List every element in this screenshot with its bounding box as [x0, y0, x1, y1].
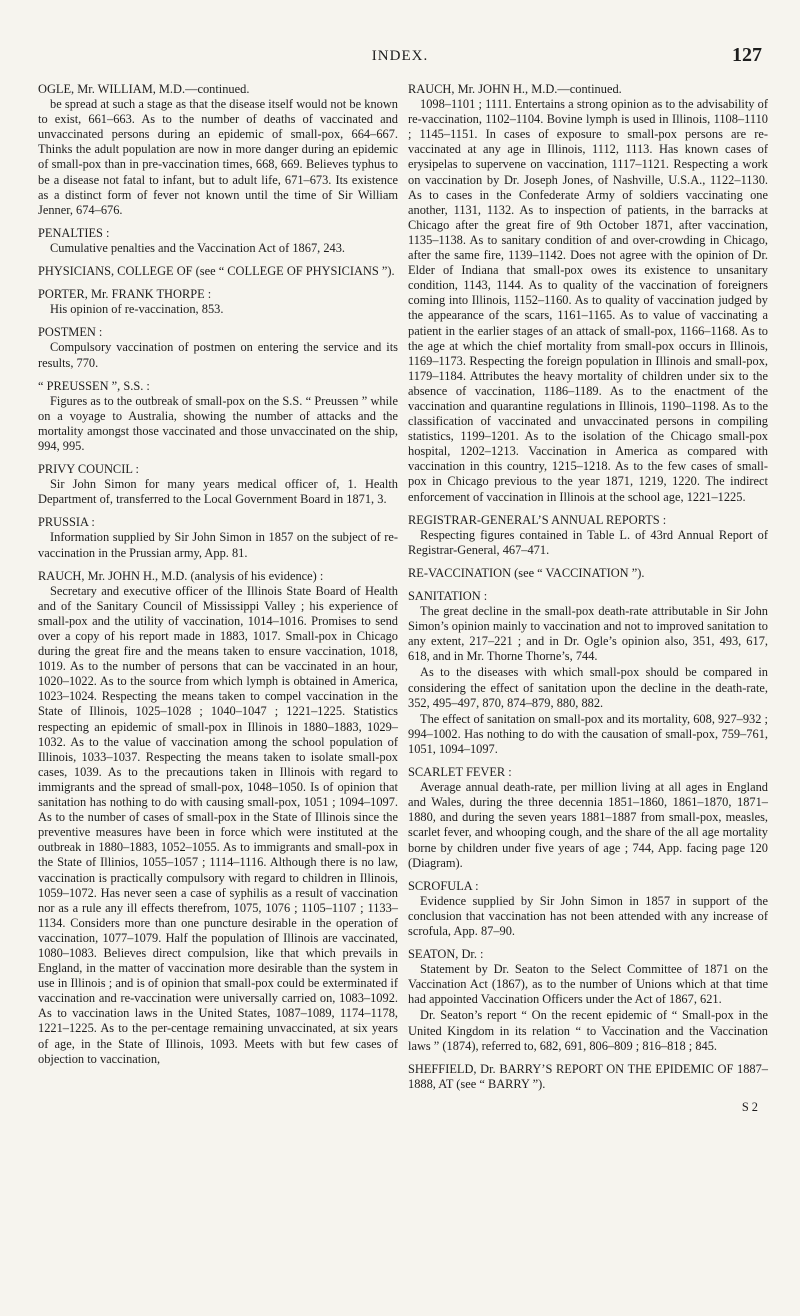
entry-text: As to the diseases with which small-pox should be compared in considering the effect of sanitation upon the decline in the death-rate, 352, 495–497, 870, 874–879, 880, 882.	[408, 665, 768, 710]
entry-text: The effect of sanitation on small-pox and its mortality, 608, 927–932 ; 994–1002. Has nothing to do with the causation of small-pox, 759–761, 1051, 1094–1097.	[408, 711, 768, 756]
entry-heading: SHEFFIELD, Dr. BARRY’S REPORT ON THE EPIDEMIC OF 1887–1888, AT (see “ BARRY ”).	[408, 1061, 768, 1091]
entry-heading: PENALTIES :	[38, 225, 110, 240]
index-entry	[38, 515, 398, 560]
index-entry	[408, 879, 768, 939]
entry-text: be spread at such a stage as that the disease itself would not be known to exist, 661–663. As to the number of deaths of vaccinated and unvaccinated persons during an epidemic of small-pox, 664–667. Thinks the adult population are now in more danger during an epidemic of small-pox than in pre-vaccination times, 668, 669. Believes typhus to be a disease not fatal to infant, but to adult life, 671–673. Its existence as a distinct form of fever not known until the time of Sir William Jenner, 674–676.	[38, 97, 398, 217]
index-entry	[408, 947, 768, 1054]
entry-heading: OGLE, Mr. WILLIAM, M.D.—continued.	[38, 82, 250, 96]
entry-text: Dr. Seaton’s report “ On the recent epidemic of “ Small-pox in the United Kingdom in its relation “ to Vaccination and the Vaccination laws ” (1874), referred to, 682, 691, 806–809 ; 816–818 ; 845.	[408, 1008, 768, 1053]
entry-heading: SANITATION :	[408, 589, 488, 603]
index-entry	[408, 1062, 768, 1092]
entry-text: Information supplied by Sir John Simon in 1857 on the subject of re-vaccination in the Prussian army, App. 81.	[38, 530, 398, 560]
index-entry	[38, 379, 398, 454]
signature-mark: S 2	[741, 1099, 758, 1114]
entry-heading: PORTER, Mr. FRANK THORPE :	[38, 287, 212, 302]
entry-heading: SEATON, Dr. :	[408, 947, 484, 962]
index-entry	[38, 226, 398, 256]
index-entry	[38, 287, 398, 317]
entry-text: Respecting figures contained in Table L. of 43rd Annual Report of Registrar-General, 467–471.	[408, 527, 768, 557]
index-entry	[408, 513, 768, 558]
index-entry	[38, 325, 398, 370]
entry-text: 1098–1101 ; 1111. Entertains a strong opinion as to the advisability of re-vaccination, 1102–1104. Bovine lymph is used in Illinois, 1108–1110 ; 1145–1151. In cases of exposure to small-pox persons are re-vaccinated at any age in Illinois, 1112, 1113. Has known cases of erysipelas to supervene on vaccination, 1117–1121. Respecting a work on vaccination by Dr. Joseph Jones, of Nashville, U.S.A., 1122–1130. As to cases in the Confederate Army of soldiers vaccinating one another, 1131, 1132. As to inspection of patients, in the barracks at Chicago after the great fire of 9th October 1871, after vaccination, 1135–1138. As to sanitary condition of and over-crowding in Chicago, after the same fire, 1139–1142. Does not agree with the opinion of Dr. Elder of Indiana that small-pox owes its existence to unsanitary condition, 1143, 1144. As to quality of the vaccination of foreigners coming into Illinois, 1152–1160. As to quality of vaccination judged by the appearance of the scars, 1161–1165. As to value of vaccinating a patient in the earlier stages of an attack of small-pox, 1166–1168. As to the age at which the chief mortality from small-pox occurs in Illinois, 1169–1173. Respecting the foreign population in Illinois and small-pox, 1179–1184. Attributes the heavy mortality of children under six to the absence of vaccination, 1186–1189. As to the enactment of the vaccination and quarantine regulations in Illinois, 1190–1198. As to the classification of vaccinated and unvaccinated persons in compiling statistics, 1199–1201. As to the isolation of the Chicago small-pox hospital, 1202–1213. Vaccination in America as compared with vaccination in this country, 1215–1218. As to the few cases of small-pox in Chicago previous to the year 1871, 1219, 1220. The indirect enforcement of vaccination in Illinois at the school age, 1221–1225.	[408, 97, 768, 504]
index-entry	[408, 82, 768, 505]
entry-heading: SCROFULA :	[408, 878, 479, 893]
entry-text: Secretary and executive officer of the Illinois State Board of Health and of the Sanitary Council of Mississippi Valley ; his experience of small-pox and the utility of vaccination, 1014–1016. Promises to send over a copy of his report made in 1883, 1017. Small-pox in Chicago during the great fire and the means taken to ensure vaccination, 1018, 1019. As to the number of persons that can be vaccinated in an hour, 1020–1022. As to the source from which lymph is obtained in America, 1023–1024. Respecting the means taken to compel vaccination in the State of Illinois, 1025–1028 ; 1040–1047 ; 1221–1225. Statistics respecting an epidemic of small-pox in Illinois in 1880–1883, 1029–1032. As to the value of vaccination among the school population of Illinois, 1033–1037. Respecting the means taken to isolate small-pox cases, 1039. As to the precautions taken in Illinois with regard to immigrants and the spread of small-pox, 1048–1050. Is of opinion that sanitation has nothing to do with causing small-pox, 1051 ; 1094–1097. As to the number of cases of small-pox in the State of Illinois since the preventive measures have been in force which were instituted at the outbreak in 1880–1883, 1052–1055. As to immigrants and small-pox in the State of Illinios, 1055–1057 ; 1114–1116. Although there is no law, vaccination is practically compulsory with regard to children in Illinois, 1059–1072. Has never seen a case of syphilis as a result of vaccination nor as a rule any ill effects therefrom, 1075, 1076 ; 1105–1107 ; 1133–1134. Considers more than one puncture desirable in the operation of vaccination, 1077–1079. Half the population of Illinois are vaccinated, 1080–1083. Believes direct compulsion, like that which prevails in England, in the matter of vaccination more desirable than the system in use in Illinois ; and is of opinion that small-pox could be exterminated if vaccination and re-vaccination were universally carried on, 1083–1092. As to vaccination laws in the United States, 1087–1089, 1174–1178, 1221–1225. As to the per-centage remaining unvaccinated, at six years of age, in the State of Illinois, 1093. Meets with but few cases of objection to vaccination,	[38, 583, 398, 1066]
index-entry	[408, 566, 768, 581]
entry-text: Cumulative penalties and the Vaccination Act of 1867, 243.	[50, 240, 346, 255]
entry-text: Evidence supplied by Sir John Simon in 1857 in support of the conclusion that vaccination has not been attended with any increase of scrofula, App. 87–90.	[408, 893, 768, 938]
entry-heading: RAUCH, Mr. JOHN H., M.D.—continued.	[408, 82, 622, 96]
left-column	[38, 82, 398, 1075]
entry-heading: REGISTRAR-GENERAL’S ANNUAL REPORTS :	[408, 512, 667, 527]
entry-heading: PRUSSIA :	[38, 515, 95, 530]
index-entry	[38, 462, 398, 507]
index-entry	[408, 765, 768, 871]
entry-text: Figures as to the outbreak of small-pox on the S.S. “ Preussen ” while on a voyage to Australia, showing the number of attacks and the mortality amongst those vaccinated and those unvaccinated on the ship, 994, 995.	[38, 393, 398, 453]
entry-text: Average annual death-rate, per million living at all ages in England and Wales, during the three decennia 1851–1860, 1861–1870, 1871–1880, and during the seven years 1881–1887 from small-pox, measles, scarlet fever, and whooping cough, and the share of the all age mortality borne by children under five years of age ; 744, App. facing page 120 (Diagram).	[408, 780, 768, 870]
index-entry	[38, 82, 398, 218]
index-entry	[408, 589, 768, 757]
index-entry	[38, 264, 398, 279]
entry-text: His opinion of re-vaccination, 853.	[50, 302, 224, 317]
right-column	[408, 82, 768, 1115]
page-number: 127	[732, 44, 762, 66]
entry-text: Sir John Simon for many years medical officer of, 1. Health Department of, transferred to the Local Government Board in 1871, 3.	[38, 477, 398, 507]
entry-heading: PHYSICIANS, COLLEGE OF (see “ COLLEGE OF PHYSICIANS ”).	[38, 264, 395, 279]
entry-heading: RAUCH, Mr. JOHN H., M.D. (analysis of his evidence) :	[38, 568, 324, 583]
entry-heading: PRIVY COUNCIL :	[38, 462, 139, 477]
entry-heading: RE-VACCINATION (see “ VACCINATION ”).	[408, 565, 645, 580]
entry-heading: SCARLET FEVER :	[408, 765, 512, 780]
running-head: INDEX.	[371, 48, 429, 64]
entry-text: Compulsory vaccination of postmen on entering the service and its results, 770.	[38, 340, 398, 370]
entry-heading: “ PREUSSEN ”, S.S. :	[38, 378, 150, 393]
entry-text: Statement by Dr. Seaton to the Select Committee of 1871 on the Vaccination Act (1867), as to the number of Unions which at that time had appointed Vaccination Officers under the Act of 1867, 621.	[408, 962, 768, 1007]
entry-heading: POSTMEN :	[38, 325, 103, 340]
entry-text: The great decline in the small-pox death-rate attributable in Sir John Simon’s opinion mainly to vaccination and not to improved sanitation to any extent, 217–221 ; and in Dr. Ogle’s opinion also, 351, 493, 617, 618, and in Mr. Thorne Thorne’s, 744.	[408, 604, 768, 664]
index-entry	[38, 569, 398, 1067]
